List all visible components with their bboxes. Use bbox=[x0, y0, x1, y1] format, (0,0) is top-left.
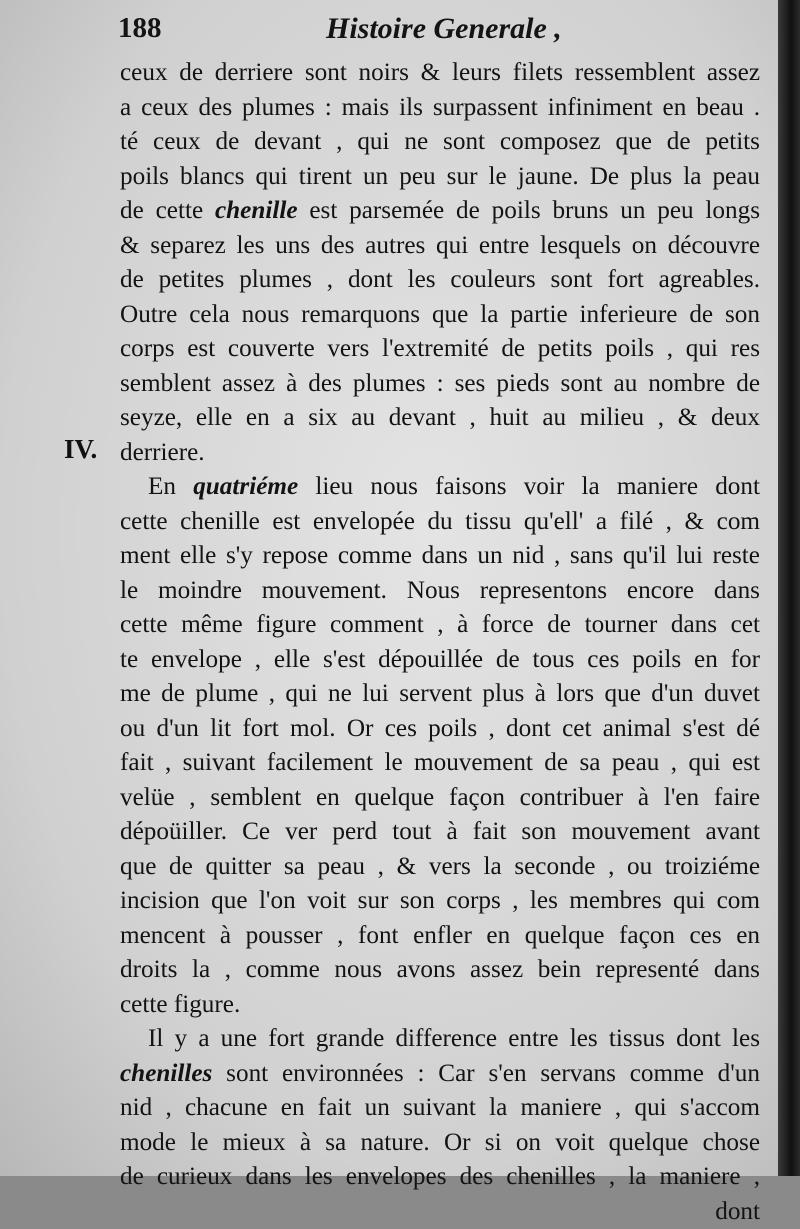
text-line: de curieux dans les envelopes des chenilles , la maniere , bbox=[120, 1160, 760, 1195]
text-line: nid , chacune en fait un suivant la maniere , qui s'accom bbox=[120, 1091, 760, 1126]
text-line: dont bbox=[120, 1195, 760, 1229]
text-line: de petites plumes , dont les couleurs sont fort agreables. bbox=[120, 263, 760, 298]
text-line: me de plume , qui ne lui servent plus à lors que d'un duvet bbox=[120, 677, 760, 712]
text-line: ceux de derriere sont noirs & leurs filets ressemblent assez bbox=[120, 56, 760, 91]
text-line: semblent assez à des plumes : ses pieds sont au nombre de bbox=[120, 367, 760, 402]
page-header bbox=[118, 12, 758, 52]
text-line: le moindre mouvement. Nous representons encore dans bbox=[120, 574, 760, 609]
page-number: 188 bbox=[118, 12, 162, 45]
page-edge bbox=[778, 0, 800, 1176]
text-line: te envelope , elle s'est dépouillée de tous ces poils en for bbox=[120, 643, 760, 678]
text-line: chenilles sont environnées : Car s'en servans comme d'un bbox=[120, 1057, 760, 1092]
text-line: dépoüiller. Ce ver perd tout à fait son mouvement avant bbox=[120, 815, 760, 850]
text-line: derriere. bbox=[120, 436, 760, 471]
text-line: fait , suivant facilement le mouvement de sa peau , qui est bbox=[120, 746, 760, 781]
text-line: velüe , semblent en quelque façon contribuer à l'en faire bbox=[120, 781, 760, 816]
text-line: & separez les uns des autres qui entre lesquels on découvre bbox=[120, 229, 760, 264]
italic-term: chenille bbox=[215, 197, 298, 224]
text-line: corps est couverte vers l'extremité de petits poils , qui res bbox=[120, 332, 760, 367]
text-line: cette même figure comment , à force de tourner dans cet bbox=[120, 608, 760, 643]
section-marker: IV. bbox=[64, 434, 97, 465]
text-line: incision que l'on voit sur son corps , les membres qui com bbox=[120, 884, 760, 919]
text-line: ou d'un lit fort mol. Or ces poils , dont cet animal s'est dé bbox=[120, 712, 760, 747]
text-line: Outre cela nous remarquons que la partie inferieure de son bbox=[120, 298, 760, 333]
text-line: cette figure. bbox=[120, 988, 760, 1023]
text-line: a ceux des plumes : mais ils surpassent infiniment en beau . bbox=[120, 91, 760, 126]
text-line: de cette chenille est parsemée de poils bruns un peu longs bbox=[120, 194, 760, 229]
text-line: que de quitter sa peau , & vers la seconde , ou troiziéme bbox=[120, 850, 760, 885]
text-line: cette chenille est envelopée du tissu qu'ell' a filé , & com bbox=[120, 505, 760, 540]
running-title: Histoire Generale , bbox=[326, 12, 562, 46]
text-line: ment elle s'y repose comme dans un nid , sans qu'il lui reste bbox=[120, 539, 760, 574]
text-line: droits la , comme nous avons assez bein representé dans bbox=[120, 953, 760, 988]
text-line: seyze, elle en a six au devant , huit au milieu , & deux bbox=[120, 401, 760, 436]
text-line: té ceux de devant , qui ne sont composez que de petits bbox=[120, 125, 760, 160]
text-line: poils blancs qui tirent un peu sur le jaune. De plus la peau bbox=[120, 160, 760, 195]
text-line: mencent à pousser , font enfler en quelque façon ces en bbox=[120, 919, 760, 954]
text-line: mode le mieux à sa nature. Or si on voit quelque chose bbox=[120, 1126, 760, 1161]
italic-term: quatriéme bbox=[193, 473, 298, 500]
text-line: Il y a une fort grande difference entre les tissus dont les bbox=[120, 1022, 760, 1057]
italic-term: chenilles bbox=[120, 1060, 212, 1087]
body-text bbox=[120, 56, 760, 1229]
text-line: En quatriéme lieu nous faisons voir la maniere dont bbox=[120, 470, 760, 505]
